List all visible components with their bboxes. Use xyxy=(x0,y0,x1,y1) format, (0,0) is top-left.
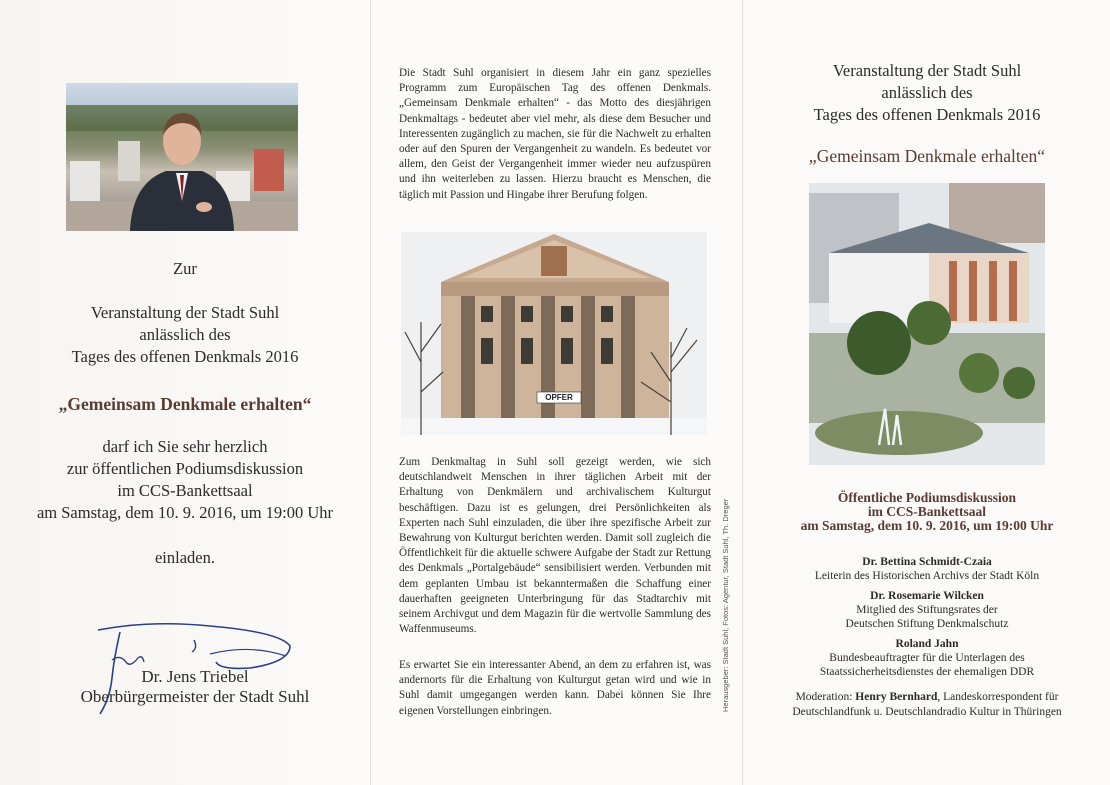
speaker-item xyxy=(743,555,1110,583)
speaker-name: Dr. Bettina Schmidt-Czaia xyxy=(862,556,992,568)
building-sign-text: OPFER xyxy=(545,393,573,402)
moderator-name: Henry Bernhard xyxy=(855,691,938,703)
intro-block xyxy=(0,302,370,368)
panel-program xyxy=(742,0,1110,785)
signer-name: Dr. Jens Triebel xyxy=(141,667,249,686)
speaker-item xyxy=(743,637,1110,679)
speaker-role: Mitglied des Stiftungsrates der xyxy=(856,604,998,616)
intro-paragraph: Die Stadt Suhl organisiert in diesem Jahr ein ganz spezielles Programm zum Europäischen Tag des offenen Denkmals. „Gemeinsam Denkmale erhalten“ - das Motto des diesjährigen Denkmaltags - bedeutet aber viel mehr, als diese dem Besucher und Interessenten zugänglich zu machen, sie für die Nachwelt zu erhalten oder auf den Spuren der Vergangenheit zu wandeln. Es bedeutet vor allem, den Geist der Vergangenheit immer wieder neu aufzuspüren und ihn weiterleben zu lassen. Hierzu braucht es Menschen, die täglich mit Passion und Hingabe ihrer Berufung folgen. xyxy=(399,67,711,201)
speaker-list xyxy=(743,555,1110,679)
moderation-line xyxy=(743,690,1110,705)
signer-block xyxy=(10,667,380,707)
title-line: Tages des offenen Denkmals 2016 xyxy=(813,105,1041,124)
intro-line: Tages des offenen Denkmals 2016 xyxy=(71,347,299,366)
event-line: am Samstag, dem 10. 9. 2016, um 19:00 Uhr xyxy=(800,518,1054,533)
building-illustration xyxy=(401,232,707,435)
photo-credit: Herausgeber: Stadt Suhl, Fotos: Agentur, Stadt Suhl, Th. Dreger xyxy=(721,498,730,712)
speaker-role: Staatssicherheitsdienstes der ehemaligen DDR xyxy=(819,666,1035,678)
speaker-item xyxy=(743,589,1110,631)
invite-line: am Samstag, dem 10. 9. 2016, um 19:00 Uhr xyxy=(36,503,334,522)
invite-line: zur öffentlichen Podiumsdiskussion xyxy=(66,459,304,478)
portrait-photo xyxy=(66,83,298,231)
building-photo xyxy=(401,232,707,435)
speaker-name: Dr. Rosemarie Wilcken xyxy=(870,590,984,602)
speaker-role: Deutschen Stiftung Denkmalschutz xyxy=(845,618,1009,630)
event-details xyxy=(743,491,1110,533)
aerial-photo xyxy=(809,183,1045,465)
moderation-line-2: Deutschlandfunk u. Deutschlandradio Kultur in Thüringen xyxy=(792,706,1062,718)
panel-invitation xyxy=(0,0,370,785)
moderation-block xyxy=(743,690,1110,720)
signer-title: Oberbürgermeister der Stadt Suhl xyxy=(80,687,310,706)
motto: „Gemeinsam Denkmale erhalten“ xyxy=(58,394,312,414)
moderation-prefix: Moderation: xyxy=(795,691,856,703)
closing-paragraph: Es erwartet Sie ein interessanter Abend, an dem zu erfahren ist, was andernorts für die Erhaltung von Kulturgut getan wird und wie in Suhl damit umgegangen werden kann. Dabei können Sie Ihre eigenen Vorstellungen einbringen. xyxy=(399,659,711,717)
invite-line: darf ich Sie sehr herzlich xyxy=(102,437,268,456)
aerial-illustration xyxy=(809,183,1045,465)
zur-text: Zur xyxy=(173,259,197,278)
event-line: im CCS-Bankettsaal xyxy=(867,504,987,519)
title-line: anlässlich des xyxy=(881,83,973,102)
speaker-name: Roland Jahn xyxy=(895,638,959,650)
invite-block xyxy=(0,436,370,524)
invite-end: einladen. xyxy=(154,548,215,567)
speaker-role: Bundesbeauftragter für die Unterlagen des xyxy=(829,652,1025,664)
program-title xyxy=(743,60,1110,126)
invite-line: im CCS-Bankettsaal xyxy=(117,481,253,500)
panel-info xyxy=(370,0,742,785)
speaker-role: Leiterin des Historischen Archivs der Stadt Köln xyxy=(814,570,1040,582)
intro-line: Veranstaltung der Stadt Suhl xyxy=(90,303,280,322)
body-paragraph: Zum Denkmaltag in Suhl soll gezeigt werden, wie sich deutschlandweit Menschen in ihrer täglichen Arbeit mit der Erhaltung von Denkmälern und archivalischem Kulturgut beschäftigen. Dazu ist es gelungen, drei Persönlichkeiten als Experten nach Suhl einzuladen, die über ihre spezifische Arbeit zur Bewahrung von Kulturgut berichten werden. Damit soll zugleich die Öffentlichkeit für die aktuelle schwere Aufgabe der Stadt zur Rettung des Denkmals „Portalgebäude“ sensibilisiert werden. Verbunden mit dem geplanten Umbau ist bekanntermaßen die Schaffung einer dauerhaften geeigneten Unterbringung für das Stadtarchiv mit seinem Archivgut und dem Magazin für die wertvolle Sammlung des Waffenmuseums. xyxy=(399,456,711,636)
title-line: Veranstaltung der Stadt Suhl xyxy=(832,61,1022,80)
portrait-illustration xyxy=(66,83,298,231)
event-line: Öffentliche Podiumsdiskussion xyxy=(837,490,1017,505)
program-motto: „Gemeinsam Denkmale erhalten“ xyxy=(808,146,1046,166)
intro-line: anlässlich des xyxy=(139,325,231,344)
moderation-suffix: , Landeskorrespondent für xyxy=(937,691,1059,703)
